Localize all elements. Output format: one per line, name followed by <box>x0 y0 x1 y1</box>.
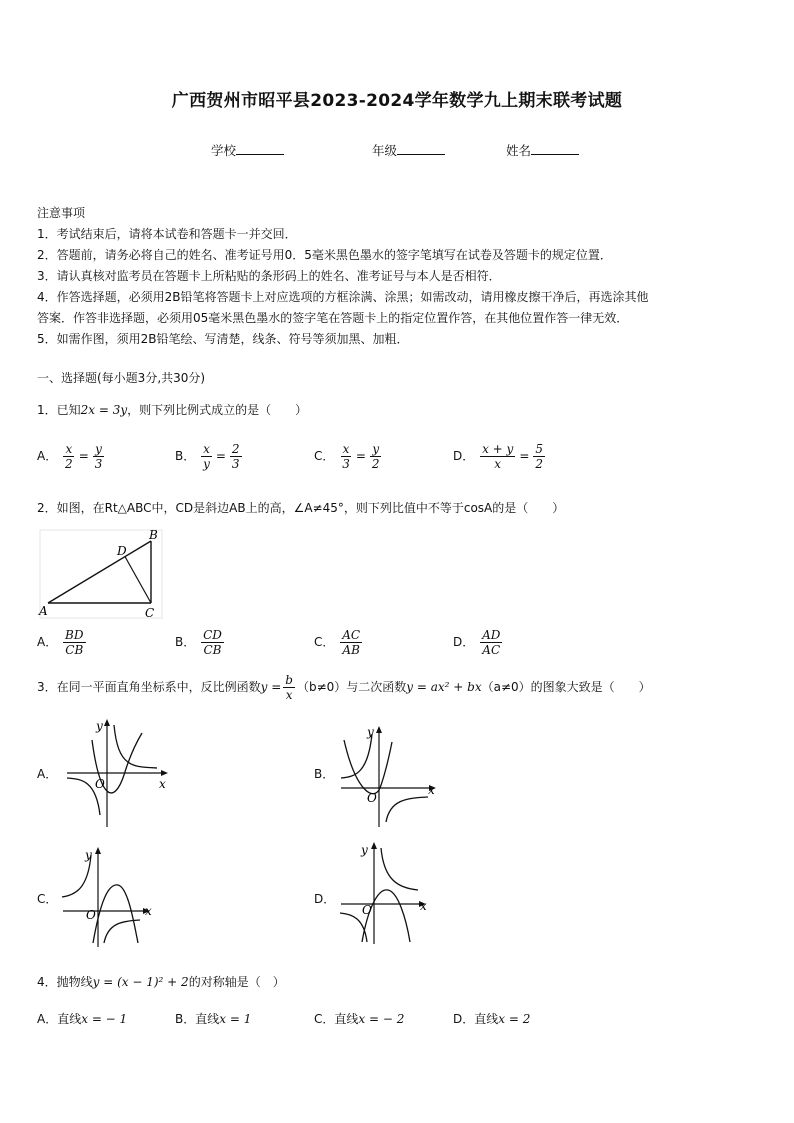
denominator: y <box>203 457 210 471</box>
option-math: x = − 2 <box>358 1012 405 1026</box>
q3-option-a-label[interactable]: A． <box>37 767 58 781</box>
numerator: AD <box>482 628 501 642</box>
numerator: b <box>285 673 293 687</box>
option-label: D． <box>453 635 475 649</box>
origin-label: O <box>367 791 377 805</box>
fraction <box>480 442 515 471</box>
q1-option-d[interactable]: D． $\frac{x + y}{x}$ = $\frac{5}{2}$ <box>453 442 544 471</box>
option-label: A． <box>37 635 58 649</box>
x-arrow-icon <box>161 770 168 776</box>
denominator: AB <box>342 643 360 657</box>
option-text: 直线 <box>474 1012 499 1026</box>
note-item: 5．如需作图，须用2B铅笔绘、写清楚，线条、符号等须加黑、加粗． <box>37 332 409 346</box>
numerator: x <box>65 442 73 456</box>
q2-option-c[interactable] <box>314 628 364 657</box>
denominator: x <box>494 457 502 471</box>
numerator: x + y <box>482 442 514 456</box>
y-label: y <box>96 719 103 733</box>
q4-option-c[interactable] <box>314 1010 404 1027</box>
q4-option-b[interactable] <box>175 1010 251 1027</box>
q3-option-d-label[interactable]: D． <box>314 892 336 906</box>
option-text: 直线 <box>57 1012 82 1026</box>
fraction <box>370 442 382 471</box>
q3-func2: y = ax² + bx <box>406 680 482 694</box>
q1-stem-pre: 1．已知 <box>37 403 81 417</box>
q1-stem-post: ，则下列比例式成立的是（ ） <box>127 403 308 417</box>
q4-option-a[interactable] <box>37 1010 127 1027</box>
grade-label: 年级 <box>372 143 398 158</box>
x-label: x <box>145 904 152 918</box>
name-field <box>506 141 579 159</box>
denominator: CB <box>203 643 222 657</box>
question-1 <box>37 401 307 418</box>
q3-option-b-label[interactable]: B． <box>314 767 335 781</box>
denominator: AC <box>482 643 501 657</box>
numerator: x <box>342 442 350 456</box>
option-math: x = − 1 <box>81 1012 128 1026</box>
fraction <box>63 628 85 657</box>
y-label: y <box>85 848 92 862</box>
grade-field <box>372 141 445 159</box>
q1-option-c[interactable]: C． $\frac{x}{3}$ = $\frac{y}{2}$ <box>314 442 380 471</box>
fraction <box>93 442 105 471</box>
denominator: 2 <box>535 457 544 471</box>
question-3 <box>37 673 651 702</box>
y-arrow-icon <box>371 842 377 849</box>
fraction <box>283 673 295 702</box>
x-label: x <box>428 783 435 797</box>
q2-option-d[interactable] <box>453 628 504 657</box>
option-label: D． <box>453 1012 475 1026</box>
parabola <box>344 740 392 794</box>
q3-graph-d[interactable] <box>336 838 436 948</box>
question-4 <box>37 973 285 990</box>
option-label: C． <box>314 635 335 649</box>
q4-math: y = (x − 1)² + 2 <box>92 975 189 989</box>
altitude-cd <box>125 557 151 603</box>
numerator: 2 <box>231 442 240 456</box>
option-label: B． <box>175 449 196 463</box>
y-arrow-icon <box>95 847 101 854</box>
notes-heading: 注意事项 <box>37 206 86 220</box>
q2-option-b[interactable] <box>175 628 226 657</box>
q3-condition: （b≠0）与二次函数 <box>296 680 407 694</box>
q3-stem-pre: 3．在同一平面直角坐标系中，反比例函数 <box>37 680 261 694</box>
q3-func1-lhs: y = <box>260 680 282 694</box>
q3-graph-b[interactable] <box>336 722 441 830</box>
name-label: 姓名 <box>506 143 532 158</box>
y-label: y <box>361 843 368 857</box>
option-label: B． <box>175 1012 196 1026</box>
x-label: x <box>420 899 427 913</box>
page-title: 广西贺州市昭平县2023-2024学年数学九上期末联考试题 <box>171 91 623 111</box>
q4-option-d[interactable] <box>453 1010 530 1027</box>
numerator: 5 <box>535 442 544 456</box>
numerator: x <box>203 442 210 456</box>
fraction <box>340 628 362 657</box>
q4-stem-post: 的对称轴是（ ） <box>188 975 285 989</box>
q1-math: 2x = 3y <box>80 403 128 417</box>
option-text: 直线 <box>195 1012 220 1026</box>
school-label: 学校 <box>211 143 237 158</box>
numerator: y <box>372 442 380 456</box>
denominator: 3 <box>231 457 240 471</box>
option-label: D． <box>453 449 475 463</box>
y-arrow-icon <box>104 719 110 726</box>
q2-triangle-figure <box>36 528 166 620</box>
note-item: 2．答题前，请务必将自己的姓名、准考证号用0．5毫米黑色墨水的签字笔填写在试卷及答题卡的规定位置． <box>37 248 612 262</box>
note-item: 1．考试结束后，请将本试卷和答题卡一并交回． <box>37 227 297 241</box>
school-blank[interactable] <box>236 142 284 155</box>
note-item: 3．请认真核对监考员在答题卡上所粘贴的条形码上的姓名、准考证号与本人是否相符． <box>37 269 501 283</box>
q4-stem-pre: 4．抛物线 <box>37 975 93 989</box>
note-item: 4．作答选择题，必须用2B铅笔将答题卡上对应选项的方框涂满、涂黑；如需改动，请用橡皮擦干净后，再选涂其他 <box>37 290 649 304</box>
fraction <box>533 442 545 471</box>
section-heading: 一、选择题(每小题3分,共30分) <box>37 371 206 385</box>
y-arrow-icon <box>376 726 382 733</box>
hyperbola-branch <box>341 734 372 778</box>
origin-label: O <box>362 903 372 917</box>
q3-graph-c[interactable] <box>58 843 163 951</box>
fraction <box>480 628 502 657</box>
label-c: C <box>145 606 155 620</box>
denominator: CB <box>65 643 84 657</box>
fraction <box>63 442 75 471</box>
figure-frame <box>40 530 162 618</box>
origin-label: O <box>95 777 105 791</box>
q1-option-b[interactable]: B． $\frac{x}{y}$ = $\frac{2}{3}$ <box>175 442 240 471</box>
option-text: 直线 <box>334 1012 359 1026</box>
x-label: x <box>159 777 166 791</box>
denominator: 3 <box>94 457 103 471</box>
denominator: 2 <box>371 457 380 471</box>
option-label: A． <box>37 449 58 463</box>
q3-option-c-label[interactable]: C． <box>37 892 58 906</box>
option-math: x = 2 <box>498 1012 531 1026</box>
label-b: B <box>149 528 158 542</box>
q3-stem-post: （a≠0）的图象大致是（ ） <box>481 680 651 694</box>
label-d: D <box>117 544 127 558</box>
numerator: CD <box>203 628 222 642</box>
origin-label: O <box>86 908 96 922</box>
question-2: 2．如图，在Rt△ABC中，CD是斜边AB上的高，∠A≠45°，则下列比值中不等于cosA的是（ ） <box>37 501 565 515</box>
q2-option-a[interactable] <box>37 628 88 657</box>
numerator: y <box>95 442 102 456</box>
name-blank[interactable] <box>531 142 579 155</box>
side-ab <box>48 541 151 603</box>
parabola <box>93 885 138 943</box>
hyperbola-branch <box>386 797 428 822</box>
grade-blank[interactable] <box>397 142 445 155</box>
option-label: A． <box>37 1012 58 1026</box>
school-field <box>211 141 284 159</box>
fraction <box>230 442 242 471</box>
option-math: x = 1 <box>219 1012 252 1026</box>
denominator: 3 <box>342 457 350 471</box>
option-label: C． <box>314 1012 335 1026</box>
denominator: 2 <box>65 457 73 471</box>
fraction <box>340 442 352 471</box>
denominator: x <box>285 688 293 702</box>
option-label: C． <box>314 449 335 463</box>
y-label: y <box>367 725 374 739</box>
hyperbola-branch <box>381 848 418 890</box>
fraction <box>201 628 224 657</box>
option-label: B． <box>175 635 196 649</box>
note-item: 答案．作答非选择题，必须用05毫米黑色墨水的签字笔在答题卡上的指定位置作答，在其他位置作答一律无效． <box>37 311 629 325</box>
fraction <box>201 442 212 471</box>
label-a: A <box>39 604 48 618</box>
numerator: BD <box>65 628 84 642</box>
q3-graph-a[interactable] <box>62 715 172 830</box>
numerator: AC <box>342 628 361 642</box>
q1-option-a[interactable]: A． $\frac{x}{2}$ = $\frac{y}{3}$ <box>37 442 103 471</box>
